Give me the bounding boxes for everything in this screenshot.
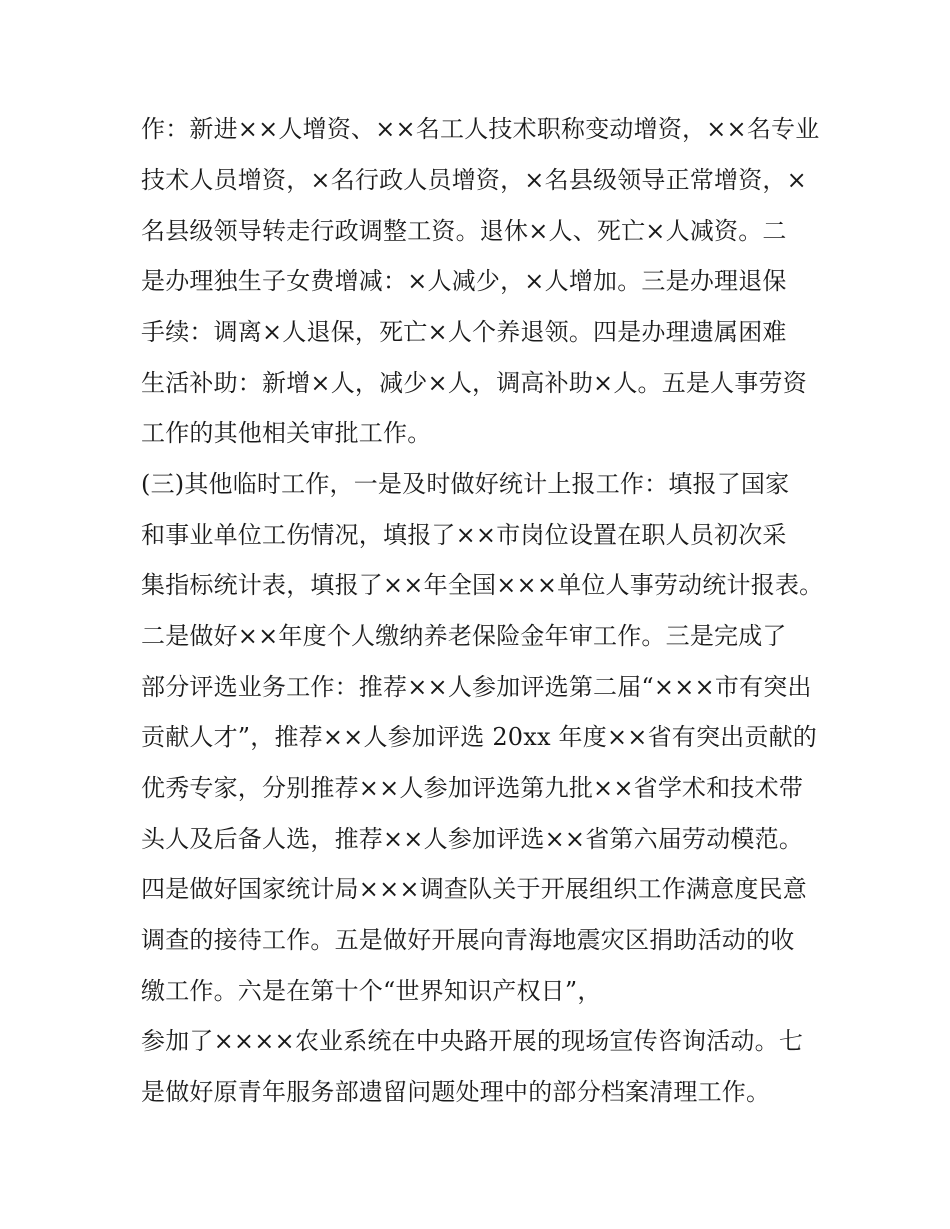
text-line: 二是做好××年度个人缴纳养老保险金年审工作。三是完成了 [141,622,787,650]
text-line: 名县级领导转走行政调整工资。退休×人、死亡×人减资。二 [141,217,787,245]
text-line: 手续：调离×人退保，死亡×人个养退领。四是办理遗属困难 [141,318,787,346]
text-line: 技术人员增资，×名行政人员增资，×名县级领导正常增资，× [141,166,807,194]
text-line: 部分评选业务工作：推荐××人参加评选第二届“×××市有突出 [141,673,812,701]
text-line: 调查的接待工作。五是做好开展向青海地震灾区捐助活动的收 [141,926,795,954]
text-line: 集指标统计表，填报了××年全国×××单位人事劳动统计报表。 [141,571,824,599]
section-heading-line: (三)其他临时工作，一是及时做好统计上报工作：填报了国家 [141,470,790,498]
text-line: 贡献人才”，推荐××人参加评选 20xx 年度××省有突出贡献的 [141,723,817,751]
text-line: 是做好原青年服务部遗留问题处理中的部分档案清理工作。 [141,1078,771,1106]
text-line: 四是做好国家统计局×××调查队关于开展组织工作满意度民意 [141,875,807,903]
text-line: 缴工作。六是在第十个“世界知识产权日”， [141,977,602,1005]
text-line: 优秀专家，分别推荐××人参加评选第九批××省学术和技术带 [141,774,804,802]
text-line: 头人及后备人选，推荐××人参加评选××省第六届劳动模范。 [141,825,804,853]
text-line: 工作的其他相关审批工作。 [141,419,432,447]
text-line: 生活补助：新增×人，减少×人，调高补助×人。五是人事劳资 [141,369,807,397]
text-line: 是办理独生子女费增减：×人减少，×人增加。三是办理退保 [141,267,787,295]
text-line: 和事业单位工伤情况，填报了××市岗位设置在职人员初次采 [141,521,787,549]
text-line: 作：新进××人增资、××名工人技术职称变动增资，××名专业 [141,115,820,143]
text-line: 参加了××××农业系统在中央路开展的现场宣传咨询活动。七 [141,1027,804,1055]
